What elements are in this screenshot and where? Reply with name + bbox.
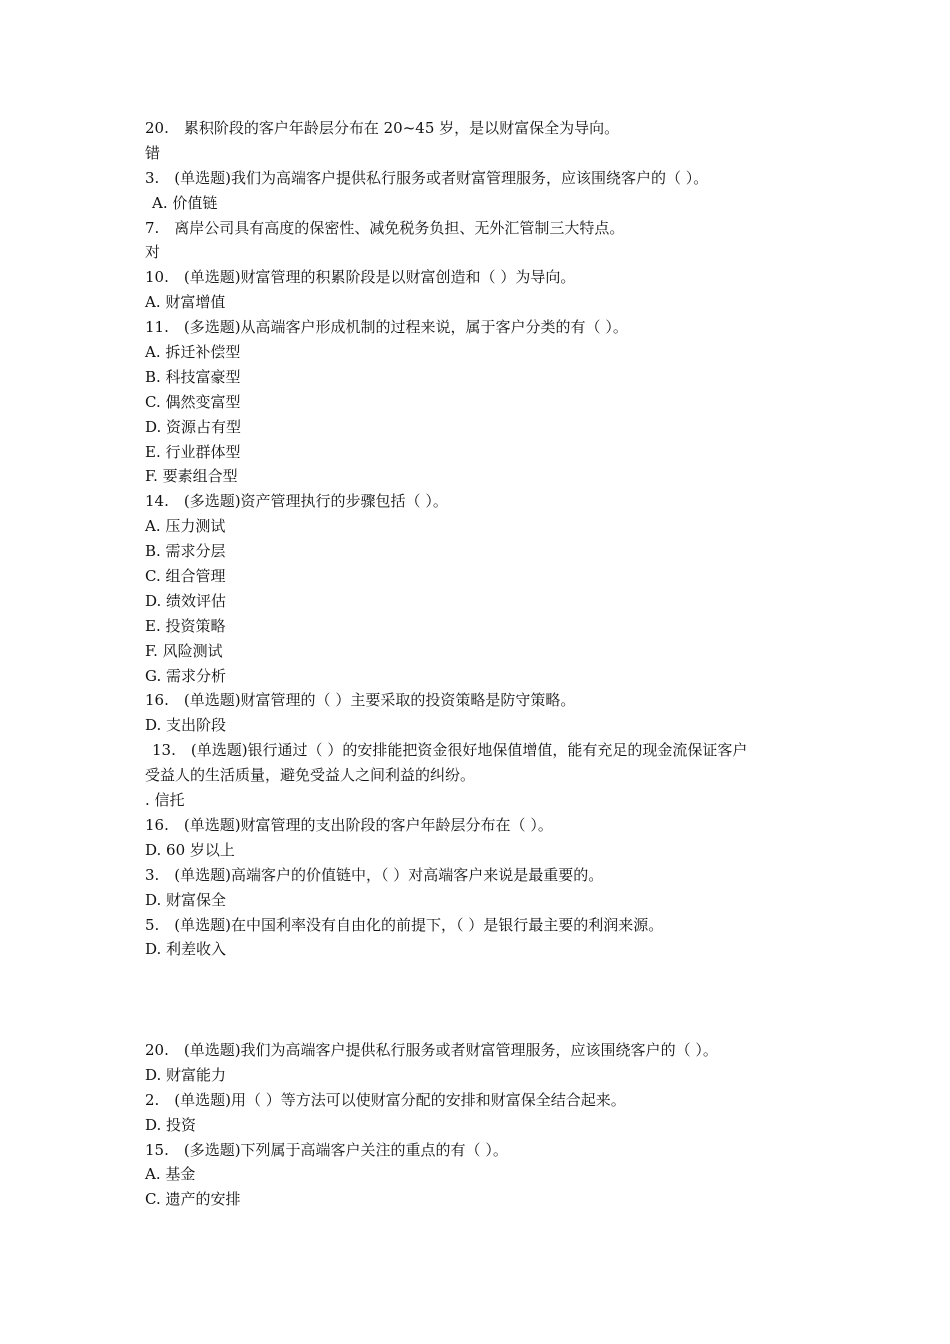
option-line: F. 风险测试 xyxy=(145,641,223,660)
answer-line: D. 财富保全 xyxy=(145,890,227,909)
option-line: D. 绩效评估 xyxy=(145,591,227,610)
answer-line: D. 支出阶段 xyxy=(145,716,227,735)
option-line: F. 要素组合型 xyxy=(145,467,238,486)
question-line: 2. (单选题)用（ ）等方法可以使财富分配的安排和财富保全结合起来。 xyxy=(145,1090,626,1109)
answer-line: D. 投资 xyxy=(145,1115,197,1134)
question-line: 3. (单选题)我们为高端客户提供私行服务或者财富管理服务，应该围绕客户的（ ）。 xyxy=(145,168,709,187)
question-line: 16. (单选题)财富管理的支出阶段的客户年龄层分布在（ ）。 xyxy=(145,815,553,834)
question-line: 15. (多选题)下列属于高端客户关注的重点的有（ ）。 xyxy=(145,1140,508,1159)
answer-line: D. 利差收入 xyxy=(145,940,227,959)
question-line: 7. 离岸公司具有高度的保密性、减免税务负担、无外汇管制三大特点。 xyxy=(145,218,625,237)
option-line: B. 需求分层 xyxy=(145,542,226,561)
question-block-2 xyxy=(145,1038,825,1212)
option-line: A. 拆迁补偿型 xyxy=(145,343,241,362)
question-line: 11. (多选题)从高端客户形成机制的过程来说，属于客户分类的有（ ）。 xyxy=(145,318,628,337)
question-line: 20. 累积阶段的客户年龄层分布在 20~45 岁，是以财富保全为导向。 xyxy=(145,119,620,137)
option-line: C. 偶然变富型 xyxy=(145,392,241,411)
answer-line: 错 xyxy=(145,143,161,162)
option-line: A. 基金 xyxy=(145,1165,196,1184)
question-line: 16. (单选题)财富管理的（ ）主要采取的投资策略是防守策略。 xyxy=(145,691,576,710)
option-line: E. 投资策略 xyxy=(145,616,226,635)
answer-line: D. 财富能力 xyxy=(145,1065,227,1084)
option-line: B. 科技富豪型 xyxy=(145,367,241,386)
option-line: G. 需求分析 xyxy=(145,666,226,685)
answer-line: A. 财富增值 xyxy=(145,293,226,312)
answer-line: 对 xyxy=(145,243,161,262)
question-line: 3. (单选题)高端客户的价值链中，（ ）对高端客户来说是最重要的。 xyxy=(145,865,604,884)
question-line: 10. (单选题)财富管理的积累阶段是以财富创造和（ ）为导向。 xyxy=(145,268,576,287)
option-line: E. 行业群体型 xyxy=(145,442,241,461)
answer-line: . 信托 xyxy=(145,791,185,810)
question-line: 20. (单选题)我们为高端客户提供私行服务或者财富管理服务，应该围绕客户的（ ）。 xyxy=(145,1041,718,1059)
option-line: D. 资源占有型 xyxy=(145,417,242,436)
question-line: 5. (单选题)在中国利率没有自由化的前提下，（ ）是银行最主要的利润来源。 xyxy=(145,915,664,934)
option-line: C. 组合管理 xyxy=(145,567,226,586)
option-line: C. 遗产的安排 xyxy=(145,1190,241,1209)
question-line: 14. (多选题)资产管理执行的步骤包括（ ）。 xyxy=(145,492,448,511)
question-block-1 xyxy=(145,116,825,962)
answer-line: A. 价值链 xyxy=(152,193,218,212)
question-line: 13. (单选题)银行通过（ ）的安排能把资金很好地保值增值，能有充足的现金流保证客户 xyxy=(152,741,748,760)
option-line: A. 压力测试 xyxy=(145,517,226,536)
answer-line: D. 60 岁以上 xyxy=(145,840,235,859)
question-continuation-line: 受益人的生活质量，避免受益人之间利益的纠纷。 xyxy=(145,766,476,785)
